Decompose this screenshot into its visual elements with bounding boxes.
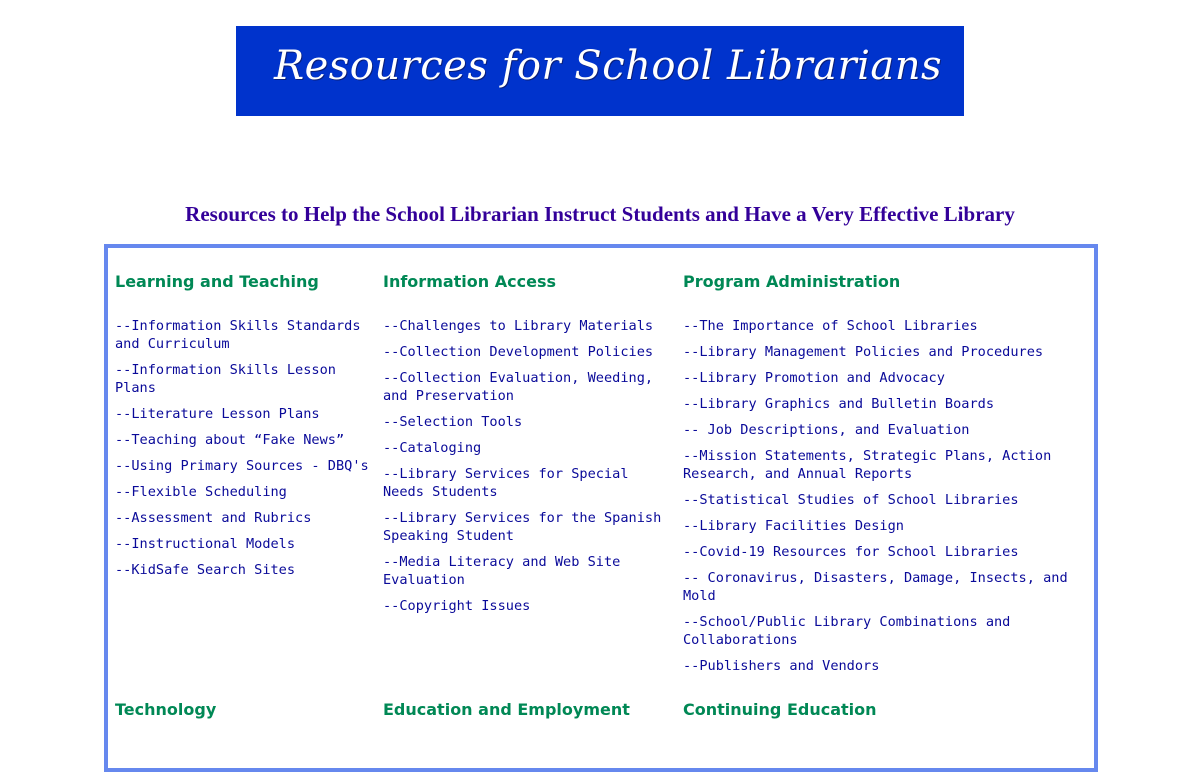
link-list [683, 317, 1068, 683]
resource-link[interactable]: --Library Services for the Spanish Speaking Student [383, 510, 662, 544]
link-list [383, 317, 663, 623]
section-heading-continuing-education: Continuing Education [683, 700, 877, 719]
resource-link[interactable]: --Cataloging [383, 440, 482, 456]
resource-link[interactable]: --Information Skills Standards and Curriculum [115, 318, 361, 352]
page-subtitle: Resources to Help the School Librarian Instruct Students and Have a Very Effective Library [185, 202, 1015, 226]
resource-link[interactable]: --Library Management Policies and Procedures [683, 344, 1044, 360]
site-title: Resources for School Librarians [273, 43, 943, 89]
section-heading: Program Administration [683, 272, 901, 291]
resource-link[interactable]: --KidSafe Search Sites [115, 562, 296, 578]
resource-link[interactable]: --Library Facilities Design [683, 518, 904, 534]
resource-link[interactable]: --Information Skills Lesson Plans [115, 362, 336, 396]
section-heading: Information Access [383, 272, 556, 291]
section-heading-education-employment: Education and Employment [383, 700, 630, 719]
resource-link[interactable]: --Literature Lesson Plans [115, 406, 320, 422]
resource-link[interactable]: --Collection Evaluation, Weeding, and Preservation [383, 370, 654, 404]
resource-link[interactable]: --Mission Statements, Strategic Plans, Action Research, and Annual Reports [683, 448, 1052, 482]
resource-link[interactable]: --Assessment and Rubrics [115, 510, 312, 526]
section-heading-technology: Technology [115, 700, 217, 719]
resource-link[interactable]: --Challenges to Library Materials [383, 318, 654, 334]
resource-link[interactable]: --School/Public Library Combinations and Collaborations [683, 614, 1011, 648]
resource-link[interactable]: --Publishers and Vendors [683, 658, 880, 674]
site-banner [236, 26, 964, 116]
resource-link[interactable]: --Media Literacy and Web Site Evaluation [383, 554, 621, 588]
resource-link[interactable]: -- Coronavirus, Disasters, Damage, Insects, and Mold [683, 570, 1068, 604]
section-heading: Learning and Teaching [115, 272, 319, 291]
link-list [115, 317, 369, 587]
resource-link[interactable]: --Covid-19 Resources for School Libraries [683, 544, 1019, 560]
resource-link[interactable]: --Using Primary Sources - DBQ's [115, 458, 369, 474]
resource-link[interactable]: --Collection Development Policies [383, 344, 654, 360]
resource-link[interactable]: --The Importance of School Libraries [683, 318, 978, 334]
resource-link[interactable]: -- Job Descriptions, and Evaluation [683, 422, 970, 438]
resource-link[interactable]: --Library Graphics and Bulletin Boards [683, 396, 994, 412]
resource-link[interactable]: --Teaching about “Fake News” [115, 432, 345, 448]
resource-link[interactable]: --Library Services for Special Needs Students [383, 466, 629, 500]
resource-link[interactable]: --Copyright Issues [383, 598, 531, 614]
resource-link[interactable]: --Statistical Studies of School Libraries [683, 492, 1019, 508]
resources-panel [104, 244, 1098, 772]
resource-link[interactable]: --Flexible Scheduling [115, 484, 287, 500]
resource-link[interactable]: --Selection Tools [383, 414, 523, 430]
resource-link[interactable]: --Instructional Models [115, 536, 296, 552]
resource-link[interactable]: --Library Promotion and Advocacy [683, 370, 945, 386]
